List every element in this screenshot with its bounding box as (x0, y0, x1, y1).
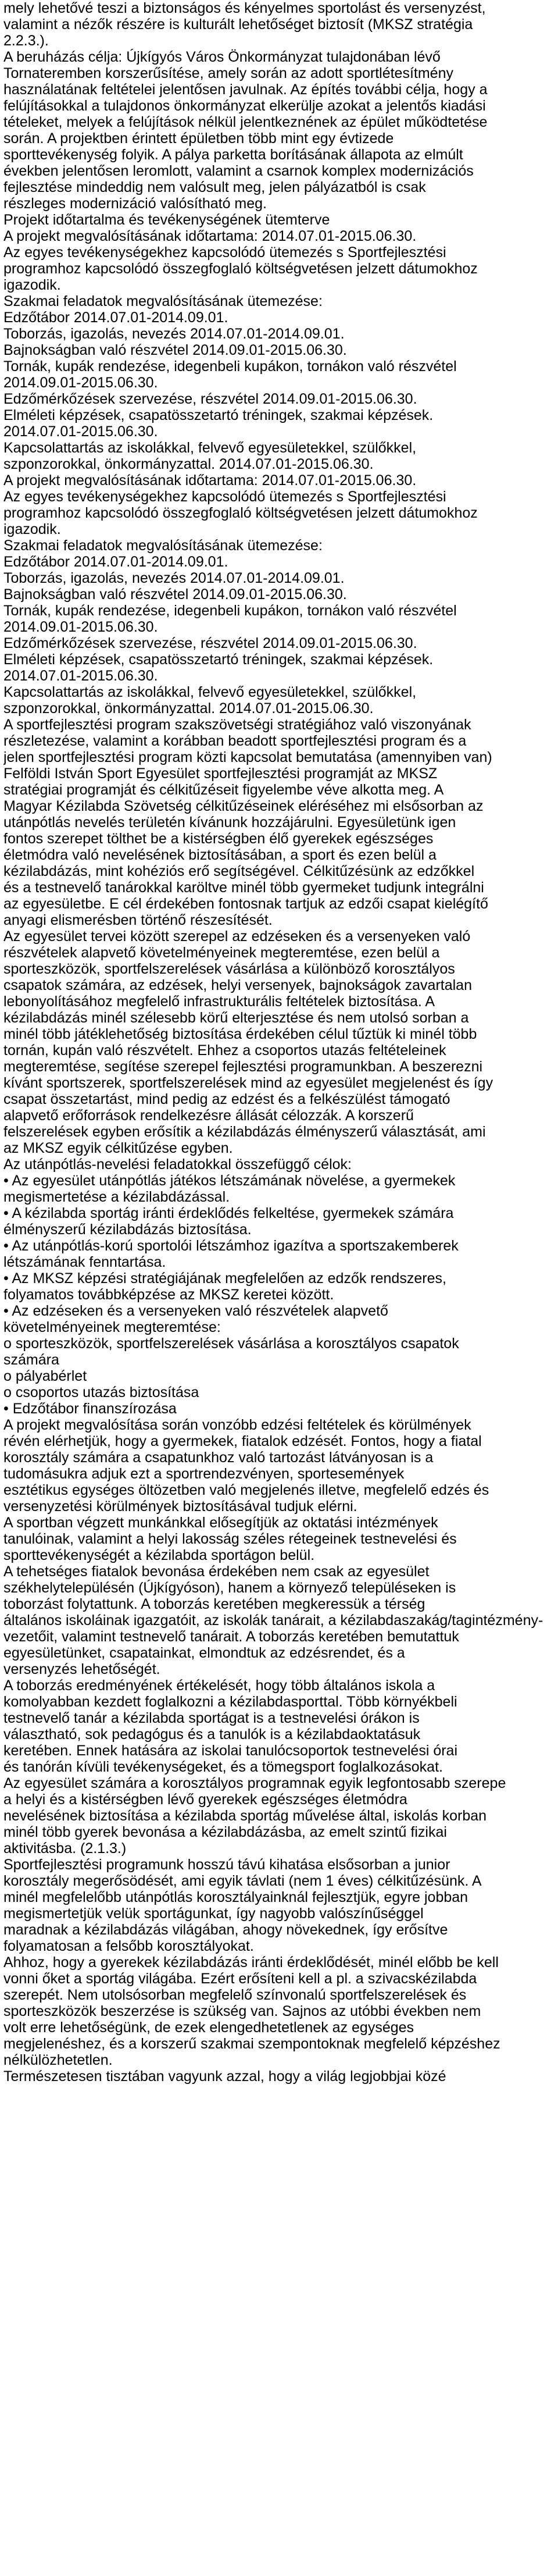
text-line: o pályabérlet (3, 1368, 87, 1384)
text-line: életmódra való nevelésének biztosításában, a sport és ezen belül a (3, 847, 437, 863)
text-line: minél több gyerek bevonása a kézilabdázásba, az emelt szintű fizikai (3, 1824, 447, 1840)
text-line: Edzőtábor 2014.07.01-2014.09.01. (3, 309, 228, 326)
text-line: Elméleti képzések, csapatösszetartó tréningek, szakmai képzések. (3, 407, 434, 423)
text-line: toborzást folytattunk. A toborzás keretében megkeressük a térség (3, 1596, 425, 1612)
text-line: kézilabdázás, mint kohéziós erő segítségével. Célkitűzésünk az edzőkkel (3, 863, 475, 879)
text-line: részletezése, valamint a korábban beadott sportfejlesztési program és a (3, 733, 467, 749)
text-line: Toborzás, igazolás, nevezés 2014.07.01-2014.09.01. (3, 326, 345, 342)
text-line: volt erre lehetőségünk, de ezek elengedhetetlenek az egységes (3, 2019, 414, 2036)
text-line: Edzőtábor 2014.07.01-2014.09.01. (3, 554, 228, 570)
text-line: korosztály megerősödését, ami egyik távlati (nem 1 éves) célkitűzésünk. A (3, 1873, 482, 1889)
text-line: és a testnevelő tanárokkal karöltve minél több gyermeket tudjunk integrálni (3, 879, 484, 896)
text-line: 2014.09.01-2015.06.30. (3, 375, 158, 391)
text-line: fontos szerepet tölthet be a kistérségben élő gyerekek egészséges (3, 831, 434, 847)
text-line: létszámának fenntartása. (3, 1254, 166, 1270)
text-line: versenyzés lehetőségét. (3, 1661, 160, 1677)
text-line: utánpótlás nevelés területén kívánunk hozzájárulni. Egyesületünk igen (3, 814, 456, 831)
text-line: a helyi és a kistérségben lévő gyerekek egészséges életmódra (3, 1791, 407, 1808)
text-line: A sportban végzett munkánkkal elősegítjük az oktatási intézmények (3, 1515, 438, 1531)
text-line: esztétikus egységes öltözetben való megjelenés illetve, megfelelő edzés és (3, 1482, 489, 1498)
text-line: egyesületünket, csapatainkat, elmondtuk az edzésrendet, és a (3, 1645, 405, 1661)
text-line: Az egyesület számára a korosztályos programnak egyik legfontosabb szerepe (3, 1775, 506, 1791)
text-line: alapvető erőforrások rendelkezésre állását célozzák. A korszerű (3, 1107, 414, 1124)
text-line: révén elérhetjük, hogy a gyermekek, fiatalok edzését. Fontos, hogy a fiatal (3, 1433, 482, 1449)
text-line: szponzorokkal, önkormányzattal. 2014.07.01-2015.06.30. (3, 700, 374, 717)
text-line: Az egyes tevékenységekhez kapcsolódó ütemezés s Sportfejlesztési (3, 244, 446, 261)
text-line: folyamatosan a felsőbb korosztályokat. (3, 1938, 254, 1954)
text-line: csapat összetartást, mind pedig az edzést és a felkészülést támogató (3, 1091, 450, 1107)
text-line: felszerelések egyben erősítik a kézilabdázás élményszerű választását, ami (3, 1124, 486, 1140)
text-line: részleges modernizáció valósítható meg. (3, 195, 267, 212)
text-line: kézilabdázás minél szélesebb körű elterjesztése és nem utolsó sorban a (3, 1010, 469, 1026)
text-line: Az egyes tevékenységekhez kapcsolódó ütemezés s Sportfejlesztési (3, 489, 446, 505)
text-line: • Az utánpótlás-korú sportolói létszámhoz igazítva a sportszakemberek (3, 1238, 459, 1254)
text-line: A projekt megvalósítása során vonzóbb edzési feltételek és körülmények (3, 1417, 471, 1433)
text-line: nélkülözhetetlen. (3, 2052, 113, 2068)
text-line: folyamatos továbbképzése az MKSZ keretei között. (3, 1287, 334, 1303)
text-line: maradnak a kézilabdázás világában, ahogy növekednek, így erősítve (3, 1922, 448, 1938)
text-line: vezetőit, valamint testnevelő tanárait. A toborzás keretében bemutattuk (3, 1629, 459, 1645)
text-line: sporttevékenységét a kézilabda sportágon belül. (3, 1547, 315, 1563)
text-line: Kapcsolattartás az iskolákkal, felvevő egyesületekkel, szülőkkel, (3, 440, 417, 456)
text-line: részvételek alapvető követelményeinek megteremtése, ezen belül a (3, 945, 440, 961)
text-line: használatának feltételei jelentősen javulnak. Az építés további célja, hogy a (3, 81, 488, 98)
text-line: Magyar Kézilabda Szövetség célkitűzéseinek eléréséhez mi elsősorban az (3, 798, 484, 814)
text-line: A projekt megvalósításának időtartama: 2014.07.01-2015.06.30. (3, 472, 417, 489)
text-line: programhoz kapcsolódó összegfoglaló költségvetésen jelzett dátumokhoz (3, 261, 478, 277)
text-line: testnevelő tanár a kézilabda sportágat is a testnevelési órákon is (3, 1710, 420, 1726)
text-line: Ahhoz, hogy a gyerekek kézilabdázás iránti érdeklődését, minél előbb be kell (3, 1954, 499, 1971)
text-line: számára (3, 1352, 59, 1368)
text-line: Bajnokságban való részvétel 2014.09.01-2015.06.30. (3, 586, 347, 603)
text-line: Toborzás, igazolás, nevezés 2014.07.01-2014.09.01. (3, 570, 345, 586)
text-line: az MKSZ egyik célkitűzése egyben. (3, 1140, 233, 1156)
text-line: keretében. Ennek hatására az iskolai tanulócsoportok testnevelési órai (3, 1743, 458, 1759)
text-line: minél több játéklehetőség biztosítása érdekében célul tűztük ki minél több (3, 1026, 477, 1042)
text-line: • A kézilabda sportág iránti érdeklődés felkeltése, gyermekek számára (3, 1205, 454, 1221)
text-line: Az utánpótlás-nevelési feladatokkal összefüggő célok: (3, 1156, 352, 1173)
text-line: A projekt megvalósításának időtartama: 2014.07.01-2015.06.30. (3, 228, 417, 244)
text-line: o sporteszközök, sportfelszerelések vásárlása a korosztályos csapatok (3, 1335, 459, 1352)
text-line: minél megfelelőbb utánpótlás korosztályainknál fejlesztjük, egyre jobban (3, 1889, 468, 1905)
text-line: anyagi elismerésben történő részesítését. (3, 912, 273, 928)
text-line: során. A projektben érintett épületben több mint egy évtizede (3, 130, 394, 147)
text-line: Az egyesület tervei között szerepel az edzéseken és a versenyeken való (3, 928, 471, 945)
text-line: nevelésének biztosítása a kézilabda sportág művelése által, iskolás korban (3, 1808, 487, 1824)
text-line: szerepét. Nem utolsósorban megfelelő színvonalú sportfelszerelések és (3, 1987, 467, 2003)
text-line: A tehetséges fiatalok bevonása érdekében nem csak az egyesület (3, 1563, 430, 1580)
text-line: választható, sok pedagógus és a tanulók is a kézilabdaoktatásuk (3, 1726, 421, 1743)
text-line: 2014.07.01-2015.06.30. (3, 668, 158, 684)
text-line: az egyesületbe. E cél érdekében fontosnak tartjuk az edzői csapat kielégítő (3, 896, 488, 912)
text-line: aktivitásba. (2.1.3.) (3, 1840, 127, 1857)
text-line: Felföldi István Sport Egyesület sportfejlesztési programját az MKSZ (3, 765, 438, 782)
text-line: igazodik. (3, 277, 61, 293)
text-line: székhelytelepülésén (Újkígyóson), hanem a környező településeken is (3, 1580, 456, 1596)
text-line: Tornateremben korszerűsítése, amely során az adott sportlétesítmény (3, 65, 453, 81)
text-line: Kapcsolattartás az iskolákkal, felvevő egyesületekkel, szülőkkel, (3, 684, 417, 700)
text-line: megismertetése a kézilabdázással. (3, 1189, 230, 1205)
text-line: 2014.09.01-2015.06.30. (3, 619, 158, 635)
text-line: komolyabban kezdett foglalkozni a kézilabdasporttal. Több környékbeli (3, 1694, 457, 1710)
text-line: fejlesztése mindeddig nem valósult meg, jelen pályázatból is csak (3, 179, 426, 195)
text-line: tudomásukra adjuk ezt a sportrendezvényen, sportesemények (3, 1466, 405, 1482)
text-line: • Edzőtábor finanszírozása (3, 1401, 177, 1417)
text-line: megismertetjük velük sportágunkat, így nagyobb valószínűséggel (3, 1905, 424, 1922)
text-line: A sportfejlesztési program szakszövetségi stratégiához való viszonyának (3, 717, 471, 733)
text-line: és tanórán kívüli tevékenységeket, és a tömegsport foglalkozásokat. (3, 1759, 443, 1775)
text-line: stratégiai programját és célkitűzéseit figyelembe véve alkotta meg. A (3, 782, 444, 798)
text-line: tornán, kupán való részvételt. Ehhez a csoportos utazás feltételeinek (3, 1042, 446, 1059)
text-line: élményszerű kézilabdázás biztosítása. (3, 1221, 252, 1238)
text-line: Elméleti képzések, csapatösszetartó tréningek, szakmai képzések. (3, 651, 434, 668)
text-line: • Az edzéseken és a versenyeken való részvételek alapvető (3, 1303, 388, 1319)
text-line: Edzőmérkőzések szervezése, részvétel 2014.09.01-2015.06.30. (3, 635, 417, 651)
text-line: években jelentősen leromlott, valamint a csarnok komplex modernizációs (3, 163, 474, 179)
text-line: 2.2.3.). (3, 33, 49, 49)
text-line: felújításokkal a tulajdonos önkormányzat elkerülje azokat a jelentős kiadási (3, 98, 486, 114)
text-line: Bajnokságban való részvétel 2014.09.01-2015.06.30. (3, 342, 347, 358)
text-line: Edzőmérkőzések szervezése, részvétel 2014.09.01-2015.06.30. (3, 391, 417, 407)
text-line: Szakmai feladatok megvalósításának ütemezése: (3, 537, 323, 554)
text-line: Projekt időtartalma és tevékenységének ütemterve (3, 212, 330, 228)
text-line: mely lehetővé teszi a biztonságos és kényelmes sportolást és versenyzést, (3, 0, 486, 16)
text-line: megteremtése, segítése szerepel fejlesztési programunkban. A beszerezni (3, 1059, 483, 1075)
text-line: valamint a nézők részére is kulturált lehetőséget biztosít (MKSZ stratégia (3, 16, 473, 33)
text-line: tételeket, melyek a felújítások nélkül jelentkeznének az épület működtetése (3, 114, 488, 130)
text-line: versenyzetési körülmények biztosításával tudjuk elérni. (3, 1498, 357, 1515)
text-line: 2014.07.01-2015.06.30. (3, 423, 158, 440)
text-line: Sportfejlesztési programunk hosszú távú kihatása elsősorban a junior (3, 1857, 450, 1873)
text-line: sporteszközök beszerzése is szükség van. Sajnos az utóbbi években nem (3, 2003, 481, 2019)
text-line: • Az egyesület utánpótlás játékos létszámának növelése, a gyermekek (3, 1173, 456, 1189)
text-line: megjelenéshez, és a korszerű szakmai szempontoknak megfelelő képzéshez (3, 2036, 500, 2052)
text-line: kívánt sportszerek, sportfelszerelések mind az egyesület megjelenést és így (3, 1075, 493, 1091)
text-line: korosztály számára a csapatunkhoz való tartozást látványosan is a (3, 1449, 434, 1466)
text-line: sporteszközök, sportfelszerelések vásárlása a különböző korosztályos (3, 961, 455, 977)
text-line: Szakmai feladatok megvalósításának ütemezése: (3, 293, 323, 309)
text-line: Természetesen tisztában vagyunk azzal, hogy a világ legjobbjai közé (3, 2068, 446, 2085)
text-line: tanulóinak, valamint a helyi lakosság széles rétegeinek testnevelési és (3, 1531, 457, 1547)
text-line: Tornák, kupák rendezése, idegenbeli kupákon, tornákon való részvétel (3, 358, 457, 375)
text-line: • Az MKSZ képzési stratégiájának megfelelően az edzők rendszeres, (3, 1270, 446, 1287)
text-line: o csoportos utazás biztosítása (3, 1384, 199, 1401)
text-line: igazodik. (3, 521, 61, 537)
text-line: csapatok számára, az edzések, helyi versenyek, bajnokságok zavartalan (3, 977, 472, 993)
text-line: A beruházás célja: Újkígyós Város Önkormányzat tulajdonában lévő (3, 49, 441, 65)
text-line: programhoz kapcsolódó összegfoglaló költségvetésen jelzett dátumokhoz (3, 505, 478, 521)
text-line: szponzorokkal, önkormányzattal. 2014.07.01-2015.06.30. (3, 456, 374, 472)
text-line: Tornák, kupák rendezése, idegenbeli kupákon, tornákon való részvétel (3, 603, 457, 619)
text-line: általános iskoláinak igazgatóit, az iskolák tanárait, a kézilabdaszakág/tagintézmény- (3, 1612, 543, 1629)
text-line: A toborzás eredményének értékelését, hogy több általános iskola a (3, 1677, 435, 1694)
text-line: vonni őket a sportág világába. Ezért erősíteni kell a pl. a szivacskézilabda (3, 1971, 477, 1987)
text-line: lebonyolításához megfelelő infrastrukturális feltételek biztosítása. A (3, 993, 435, 1010)
text-line: jelen sportfejlesztési program közti kapcsolat bemutatása (amennyiben van) (3, 749, 492, 765)
text-line: követelményeinek megteremtése: (3, 1319, 221, 1335)
text-line: sporttevékenység folyik. A pálya parketta borításának állapota az elmúlt (3, 147, 463, 163)
